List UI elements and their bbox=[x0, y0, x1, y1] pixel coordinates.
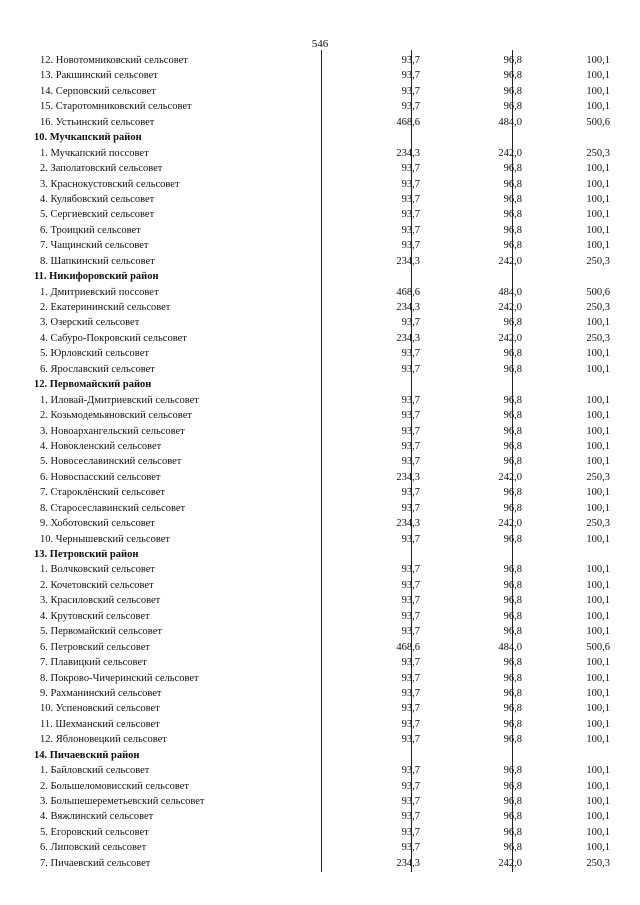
value-cell-1: 93,7 bbox=[401, 734, 420, 746]
settlement-name: 14. Серповский сельсовет bbox=[40, 85, 156, 97]
value-cell-1: 234,3 bbox=[396, 471, 420, 483]
table-row bbox=[32, 655, 610, 670]
value-cell-3: 250,3 bbox=[586, 857, 610, 869]
settlement-name: 7. Плавицкий сельсовет bbox=[40, 657, 147, 669]
value-cell-1: 93,7 bbox=[401, 564, 420, 576]
district-header-row bbox=[32, 269, 610, 284]
value-cell-3: 100,1 bbox=[586, 425, 610, 437]
value-cell-3: 100,1 bbox=[586, 163, 610, 175]
value-cell-1: 93,7 bbox=[401, 178, 420, 190]
value-cell-3: 100,1 bbox=[586, 394, 610, 406]
settlement-name: 1. Дмитриевский поссовет bbox=[40, 286, 159, 298]
value-cell-2: 96,8 bbox=[503, 579, 522, 591]
value-cell-2: 96,8 bbox=[503, 85, 522, 97]
table-row bbox=[32, 115, 610, 130]
value-cell-2: 96,8 bbox=[503, 101, 522, 113]
table-row bbox=[32, 732, 610, 747]
table-row bbox=[32, 408, 610, 423]
value-cell-1: 93,7 bbox=[401, 826, 420, 838]
settlement-name: 12. Яблоновецкий сельсовет bbox=[40, 734, 167, 746]
value-cell-3: 100,1 bbox=[586, 209, 610, 221]
value-cell-3: 100,1 bbox=[586, 842, 610, 854]
settlement-name: 8. Шапкинский сельсовет bbox=[40, 255, 155, 267]
value-cell-3: 250,3 bbox=[586, 255, 610, 267]
value-cell-1: 93,7 bbox=[401, 811, 420, 823]
table-row bbox=[32, 424, 610, 439]
table-row bbox=[32, 346, 610, 361]
value-cell-3: 100,1 bbox=[586, 657, 610, 669]
value-cell-2: 96,8 bbox=[503, 394, 522, 406]
value-cell-1: 93,7 bbox=[401, 163, 420, 175]
table-row bbox=[32, 300, 610, 315]
value-cell-2: 96,8 bbox=[503, 502, 522, 514]
settlement-name: 1. Волчковский сельсовет bbox=[40, 564, 156, 576]
settlement-name: 9. Хоботовский сельсовет bbox=[40, 518, 155, 530]
value-cell-3: 100,1 bbox=[586, 765, 610, 777]
table-row bbox=[32, 516, 610, 531]
district-name: 13. Петровский район bbox=[34, 549, 139, 560]
settlement-name: 7. Староклёнский сельсовет bbox=[40, 487, 166, 499]
value-cell-2: 242,0 bbox=[498, 332, 522, 344]
value-cell-2: 96,8 bbox=[503, 718, 522, 730]
settlement-name: 2. Екатерининский сельсовет bbox=[40, 302, 171, 313]
table-row bbox=[32, 99, 610, 114]
value-cell-3: 100,1 bbox=[586, 178, 610, 190]
value-cell-2: 96,8 bbox=[503, 796, 522, 807]
value-cell-1: 93,7 bbox=[401, 842, 420, 854]
value-cell-3: 100,1 bbox=[586, 193, 610, 205]
district-name: 11. Никифоровский район bbox=[34, 271, 159, 283]
value-cell-2: 96,8 bbox=[503, 610, 522, 622]
table-row bbox=[32, 207, 610, 222]
value-cell-3: 100,1 bbox=[586, 811, 610, 823]
value-cell-2: 484,0 bbox=[498, 286, 522, 298]
value-cell-3: 100,1 bbox=[586, 240, 610, 252]
value-cell-3: 100,1 bbox=[586, 440, 610, 452]
value-cell-2: 96,8 bbox=[503, 193, 522, 205]
table-row bbox=[32, 562, 610, 577]
table-row bbox=[32, 362, 610, 377]
settlement-name: 13. Ракшинский сельсовет bbox=[40, 70, 158, 82]
table-row bbox=[32, 717, 610, 732]
table-row bbox=[32, 840, 610, 855]
settlement-name: 16. Устьинский сельсовет bbox=[40, 116, 155, 128]
table-row bbox=[32, 161, 610, 176]
value-cell-1: 93,7 bbox=[401, 410, 420, 422]
value-cell-3: 100,1 bbox=[586, 533, 610, 545]
settlement-name: 4. Крутовский сельсовет bbox=[40, 610, 150, 622]
settlement-name: 5. Новосеславинский сельсовет bbox=[40, 456, 182, 468]
table-row bbox=[32, 315, 610, 330]
table-row bbox=[32, 501, 610, 516]
value-cell-2: 96,8 bbox=[503, 55, 522, 66]
value-cell-2: 96,8 bbox=[503, 734, 522, 746]
table-row bbox=[32, 671, 610, 686]
value-cell-3: 250,3 bbox=[586, 471, 610, 483]
settlement-name: 4. Сабуро-Покровский сельсовет bbox=[40, 332, 187, 344]
value-cell-1: 93,7 bbox=[401, 533, 420, 545]
value-cell-2: 96,8 bbox=[503, 780, 522, 792]
value-cell-1: 93,7 bbox=[401, 657, 420, 669]
settlement-name: 4. Новокленский сельсовет bbox=[40, 440, 162, 452]
value-cell-2: 96,8 bbox=[503, 826, 522, 838]
district-name: 10. Мучкапский район bbox=[34, 132, 142, 144]
value-cell-2: 96,8 bbox=[503, 440, 522, 452]
value-cell-3: 100,1 bbox=[586, 55, 610, 66]
value-cell-3: 100,1 bbox=[586, 85, 610, 97]
table-row bbox=[32, 856, 610, 871]
value-cell-1: 234,3 bbox=[396, 147, 420, 159]
value-cell-2: 242,0 bbox=[498, 857, 522, 869]
value-cell-2: 96,8 bbox=[503, 240, 522, 252]
allocation-table bbox=[32, 53, 610, 871]
value-cell-3: 100,1 bbox=[586, 595, 610, 607]
value-cell-1: 93,7 bbox=[401, 780, 420, 792]
table-row bbox=[32, 640, 610, 655]
settlement-name: 2. Большеломовисский сельсовет bbox=[40, 780, 189, 792]
value-cell-1: 93,7 bbox=[401, 718, 420, 730]
value-cell-2: 96,8 bbox=[503, 317, 522, 329]
value-cell-1: 93,7 bbox=[401, 363, 420, 375]
value-cell-1: 468,6 bbox=[396, 116, 420, 128]
value-cell-2: 96,8 bbox=[503, 425, 522, 437]
settlement-name: 3. Новоархангельский сельсовет bbox=[40, 425, 185, 437]
district-header-row bbox=[32, 377, 610, 392]
value-cell-1: 93,7 bbox=[401, 687, 420, 699]
settlement-name: 2. Кочетовский сельсовет bbox=[40, 579, 154, 591]
value-cell-3: 100,1 bbox=[586, 579, 610, 591]
value-cell-2: 96,8 bbox=[503, 533, 522, 545]
value-cell-1: 93,7 bbox=[401, 796, 420, 807]
settlement-name: 8. Покрово-Чичеринский сельсовет bbox=[40, 672, 199, 684]
value-cell-2: 96,8 bbox=[503, 672, 522, 684]
value-cell-3: 100,1 bbox=[586, 780, 610, 792]
value-cell-3: 100,1 bbox=[586, 826, 610, 838]
table-row bbox=[32, 794, 610, 809]
value-cell-3: 100,1 bbox=[586, 70, 610, 82]
value-cell-2: 96,8 bbox=[503, 595, 522, 607]
page-number: 546 bbox=[311, 38, 329, 50]
settlement-name: 2. Заполатовский сельсовет bbox=[40, 163, 163, 175]
settlement-name: 11. Шехманский сельсовет bbox=[40, 718, 160, 730]
table-row bbox=[32, 177, 610, 192]
table-row bbox=[32, 84, 610, 99]
value-cell-3: 500,6 bbox=[586, 286, 610, 298]
district-header-row bbox=[32, 547, 610, 562]
settlement-name: 9. Рахманинский сельсовет bbox=[40, 687, 162, 699]
value-cell-2: 96,8 bbox=[503, 687, 522, 699]
table-row bbox=[32, 53, 610, 68]
value-cell-3: 100,1 bbox=[586, 796, 610, 807]
table-row bbox=[32, 254, 610, 269]
value-cell-2: 96,8 bbox=[503, 842, 522, 854]
value-cell-2: 96,8 bbox=[503, 487, 522, 499]
value-cell-1: 93,7 bbox=[401, 502, 420, 514]
value-cell-1: 93,7 bbox=[401, 456, 420, 468]
district-name: 12. Первомайский район bbox=[34, 379, 152, 391]
value-cell-1: 93,7 bbox=[401, 348, 420, 360]
value-cell-2: 242,0 bbox=[498, 302, 522, 313]
value-cell-3: 500,6 bbox=[586, 641, 610, 653]
value-cell-1: 93,7 bbox=[401, 765, 420, 777]
value-cell-1: 93,7 bbox=[401, 595, 420, 607]
value-cell-2: 242,0 bbox=[498, 255, 522, 267]
value-cell-3: 100,1 bbox=[586, 224, 610, 236]
value-cell-3: 100,1 bbox=[586, 718, 610, 730]
district-header-row bbox=[32, 130, 610, 145]
value-cell-1: 93,7 bbox=[401, 579, 420, 591]
settlement-name: 1. Байловский сельсовет bbox=[40, 765, 150, 777]
table-row bbox=[32, 609, 610, 624]
district-name: 14. Пичаевский район bbox=[34, 749, 140, 761]
table-row bbox=[32, 454, 610, 469]
value-cell-3: 100,1 bbox=[586, 564, 610, 576]
settlement-name: 3. Озерский сельсовет bbox=[40, 317, 140, 329]
table-row bbox=[32, 439, 610, 454]
value-cell-3: 250,3 bbox=[586, 332, 610, 344]
value-cell-2: 242,0 bbox=[498, 147, 522, 159]
value-cell-2: 484,0 bbox=[498, 641, 522, 653]
value-cell-3: 100,1 bbox=[586, 456, 610, 468]
value-cell-1: 468,6 bbox=[396, 286, 420, 298]
value-cell-1: 234,3 bbox=[396, 857, 420, 869]
value-cell-2: 96,8 bbox=[503, 564, 522, 576]
settlement-name: 5. Сергиевский сельсовет bbox=[40, 209, 155, 221]
value-cell-2: 484,0 bbox=[498, 116, 522, 128]
value-cell-2: 96,8 bbox=[503, 703, 522, 715]
value-cell-1: 93,7 bbox=[401, 394, 420, 406]
settlement-name: 6. Новоспасский сельсовет bbox=[40, 471, 161, 483]
value-cell-3: 100,1 bbox=[586, 363, 610, 375]
value-cell-3: 100,1 bbox=[586, 348, 610, 360]
settlement-name: 1. Иловай-Дмитриевский сельсовет bbox=[40, 394, 199, 406]
settlement-name: 6. Троицкий сельсовет bbox=[40, 224, 141, 236]
settlement-name: 7. Пичаевский сельсовет bbox=[40, 857, 151, 869]
value-cell-1: 93,7 bbox=[401, 440, 420, 452]
value-cell-3: 100,1 bbox=[586, 626, 610, 638]
settlement-name: 3. Красиловский сельсовет bbox=[40, 595, 161, 607]
settlement-name: 8. Старосеславинский сельсовет bbox=[40, 502, 186, 514]
value-cell-1: 93,7 bbox=[401, 425, 420, 437]
table-row bbox=[32, 809, 610, 824]
table-row bbox=[32, 701, 610, 716]
table-row bbox=[32, 285, 610, 300]
value-cell-1: 93,7 bbox=[401, 487, 420, 499]
value-cell-3: 100,1 bbox=[586, 101, 610, 113]
value-cell-2: 96,8 bbox=[503, 163, 522, 175]
value-cell-1: 93,7 bbox=[401, 626, 420, 638]
settlement-name: 15. Старотомниковский сельсовет bbox=[40, 101, 192, 113]
table-row bbox=[32, 393, 610, 408]
value-cell-1: 93,7 bbox=[401, 70, 420, 82]
value-cell-2: 242,0 bbox=[498, 518, 522, 530]
value-cell-2: 96,8 bbox=[503, 209, 522, 221]
settlement-name: 5. Егоровский сельсовет bbox=[40, 826, 149, 838]
value-cell-3: 100,1 bbox=[586, 687, 610, 699]
settlement-name: 2. Козьмодемьяновский сельсовет bbox=[40, 410, 192, 422]
value-cell-2: 96,8 bbox=[503, 765, 522, 777]
settlement-name: 5. Первомайский сельсовет bbox=[40, 626, 162, 638]
settlement-name: 6. Петровский сельсовет bbox=[40, 641, 151, 653]
value-cell-2: 96,8 bbox=[503, 224, 522, 236]
settlement-name: 10. Успеновский сельсовет bbox=[40, 703, 160, 715]
table-row bbox=[32, 763, 610, 778]
settlement-name: 3. Краснокустовский сельсовет bbox=[40, 178, 180, 190]
value-cell-1: 468,6 bbox=[396, 641, 420, 653]
value-cell-3: 100,1 bbox=[586, 703, 610, 715]
settlement-name: 12. Новотомниковский сельсовет bbox=[40, 55, 188, 66]
value-cell-1: 93,7 bbox=[401, 209, 420, 221]
value-cell-1: 93,7 bbox=[401, 610, 420, 622]
value-cell-1: 234,3 bbox=[396, 302, 420, 313]
table-row bbox=[32, 470, 610, 485]
settlement-name: 4. Кулябовский сельсовет bbox=[40, 193, 155, 205]
table-row bbox=[32, 331, 610, 346]
settlement-name: 6. Ярославский сельсовет bbox=[40, 363, 155, 375]
value-cell-1: 234,3 bbox=[396, 255, 420, 267]
value-cell-2: 96,8 bbox=[503, 363, 522, 375]
value-cell-3: 100,1 bbox=[586, 672, 610, 684]
value-cell-2: 96,8 bbox=[503, 657, 522, 669]
value-cell-1: 93,7 bbox=[401, 193, 420, 205]
value-cell-1: 93,7 bbox=[401, 55, 420, 66]
table-row bbox=[32, 68, 610, 83]
value-cell-3: 100,1 bbox=[586, 502, 610, 514]
value-cell-3: 100,1 bbox=[586, 610, 610, 622]
value-cell-1: 93,7 bbox=[401, 101, 420, 113]
value-cell-2: 96,8 bbox=[503, 178, 522, 190]
table-row bbox=[32, 593, 610, 608]
value-cell-3: 100,1 bbox=[586, 734, 610, 746]
table-row bbox=[32, 238, 610, 253]
settlement-name: 3. Большешереметьевский сельсовет bbox=[40, 796, 205, 807]
district-header-row bbox=[32, 748, 610, 763]
value-cell-3: 100,1 bbox=[586, 317, 610, 329]
settlement-name: 6. Липовский сельсовет bbox=[40, 842, 147, 854]
value-cell-3: 500,6 bbox=[586, 116, 610, 128]
value-cell-2: 96,8 bbox=[503, 410, 522, 422]
value-cell-1: 93,7 bbox=[401, 317, 420, 329]
table-row bbox=[32, 624, 610, 639]
value-cell-2: 96,8 bbox=[503, 811, 522, 823]
table-row bbox=[32, 485, 610, 500]
settlement-name: 4. Вяжлинский сельсовет bbox=[40, 811, 154, 823]
value-cell-2: 242,0 bbox=[498, 471, 522, 483]
value-cell-1: 93,7 bbox=[401, 672, 420, 684]
value-cell-3: 100,1 bbox=[586, 487, 610, 499]
settlement-name: 1. Мучкапский поссовет bbox=[40, 147, 149, 159]
value-cell-3: 250,3 bbox=[586, 302, 610, 313]
table-row bbox=[32, 532, 610, 547]
value-cell-1: 93,7 bbox=[401, 240, 420, 252]
table-row bbox=[32, 578, 610, 593]
table-row bbox=[32, 825, 610, 840]
settlement-name: 7. Чащинский сельсовет bbox=[40, 240, 149, 252]
value-cell-1: 234,3 bbox=[396, 518, 420, 530]
value-cell-3: 250,3 bbox=[586, 518, 610, 530]
value-cell-2: 96,8 bbox=[503, 70, 522, 82]
settlement-name: 5. Юрловский сельсовет bbox=[40, 348, 149, 360]
value-cell-1: 93,7 bbox=[401, 224, 420, 236]
value-cell-2: 96,8 bbox=[503, 348, 522, 360]
table-row bbox=[32, 779, 610, 794]
value-cell-1: 93,7 bbox=[401, 85, 420, 97]
value-cell-2: 96,8 bbox=[503, 456, 522, 468]
table-row bbox=[32, 686, 610, 701]
value-cell-3: 250,3 bbox=[586, 147, 610, 159]
table-row bbox=[32, 192, 610, 207]
settlement-name: 10. Чернышевский сельсовет bbox=[40, 533, 170, 545]
value-cell-1: 93,7 bbox=[401, 703, 420, 715]
value-cell-3: 100,1 bbox=[586, 410, 610, 422]
value-cell-1: 234,3 bbox=[396, 332, 420, 344]
table-row bbox=[32, 223, 610, 238]
value-cell-2: 96,8 bbox=[503, 626, 522, 638]
table-row bbox=[32, 146, 610, 161]
